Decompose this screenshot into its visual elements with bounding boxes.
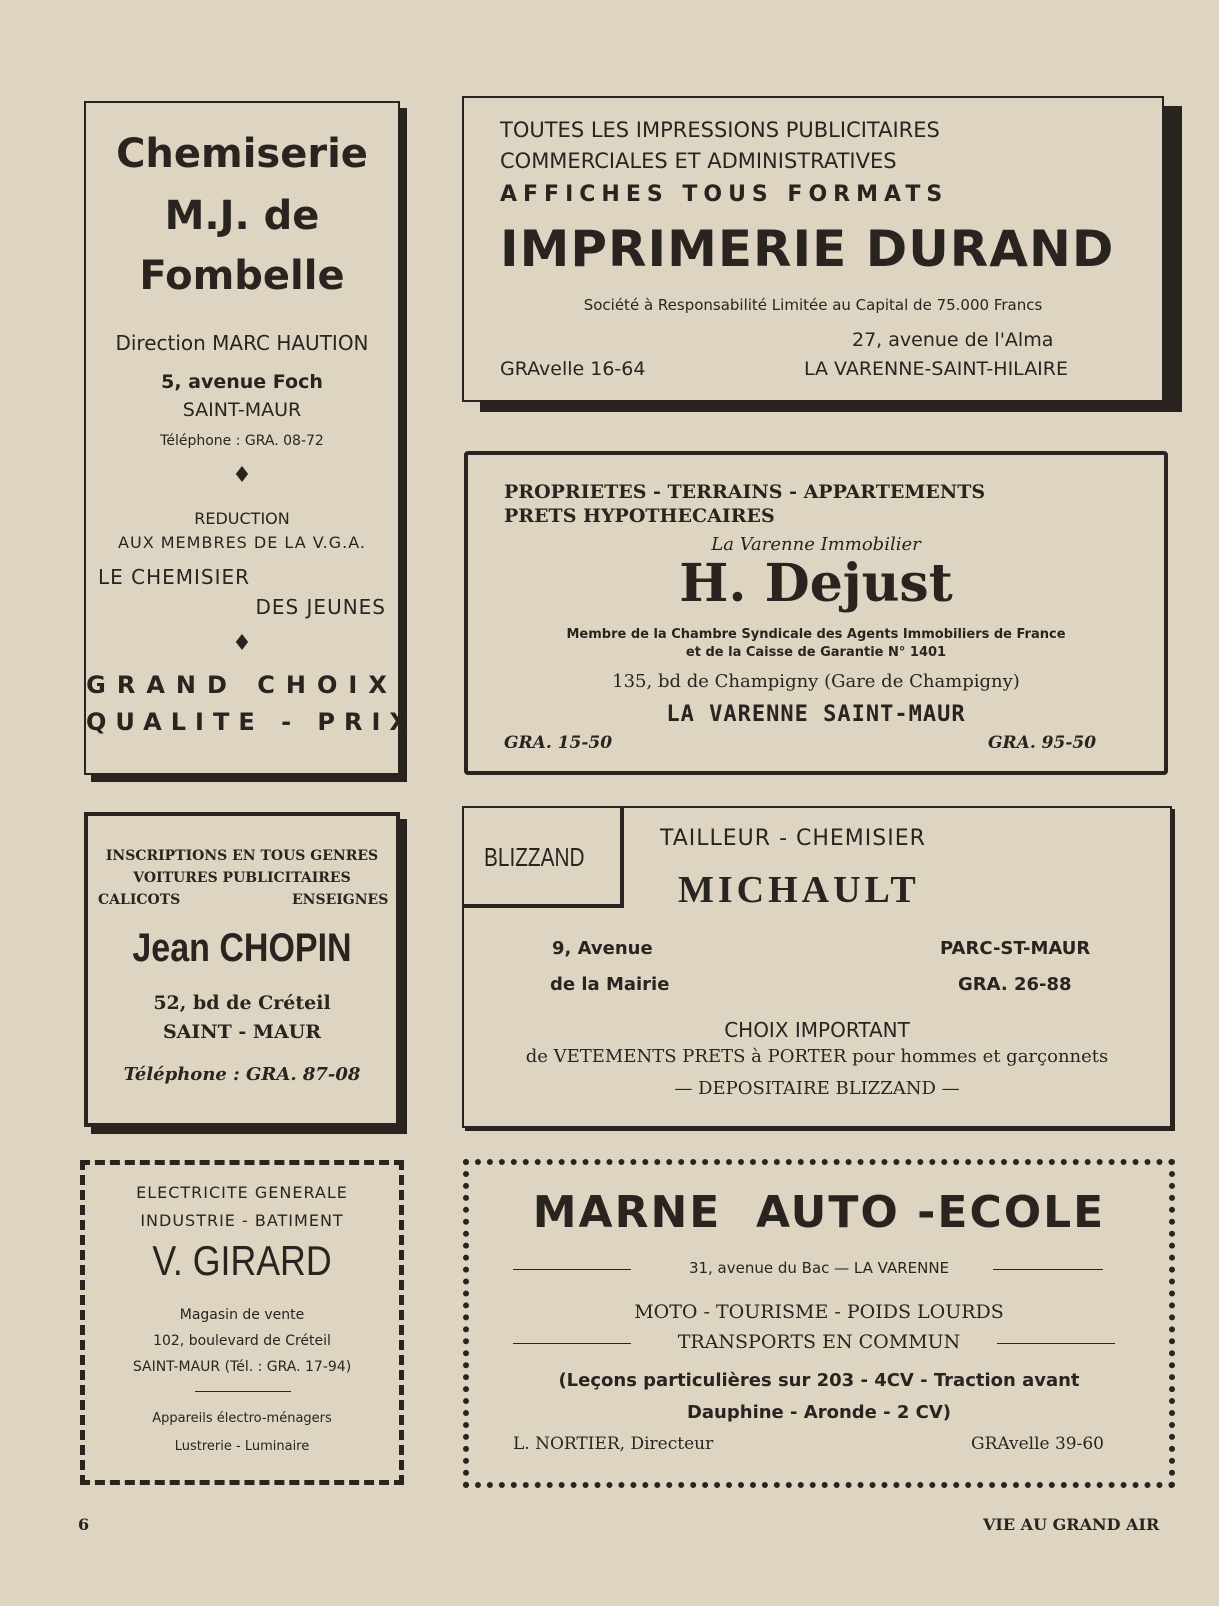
chemiserie-title: Chemiserie <box>116 131 368 177</box>
chemiserie-slogan-1: LE CHEMISIER <box>98 565 251 589</box>
chopin-address-1: 52, bd de Créteil <box>153 992 331 1014</box>
dejust-line-2: PRETS HYPOTHECAIRES <box>504 505 775 527</box>
marne-services-2: TRANSPORTS EN COMMUN <box>677 1331 961 1353</box>
durand-city: LA VARENNE-SAINT-HILAIRE <box>804 358 1068 380</box>
girard-name: V. GIRARD <box>152 1237 332 1284</box>
dejust-agency: La Varenne Immobilier <box>711 534 921 555</box>
girard-goods-1: Appareils électro-ménagers <box>152 1411 332 1426</box>
marne-phone: GRAvelle 39-60 <box>971 1434 1104 1454</box>
dejust-address: 135, bd de Champigny (Gare de Champigny) <box>612 671 1020 692</box>
girard-line-1: ELECTRICITE GENERALE <box>136 1183 348 1202</box>
chopin-phone: Téléphone : GRA. 87-08 <box>123 1064 361 1085</box>
ad-imprimerie-durand <box>462 96 1164 402</box>
marne-services-1: MOTO - TOURISME - POIDS LOURDS <box>634 1301 1004 1323</box>
chopin-address-2: SAINT - MAUR <box>162 1021 322 1043</box>
michault-trade: TAILLEUR - CHEMISIER <box>660 826 926 851</box>
marne-name: MARNE AUTO -ECOLE <box>532 1187 1106 1238</box>
chemiserie-address-2: SAINT-MAUR <box>182 399 302 421</box>
chemiserie-reduction-2: AUX MEMBRES DE LA V.G.A. <box>118 533 366 552</box>
marne-lessons-2: Dauphine - Aronde - 2 CV) <box>686 1402 952 1423</box>
dejust-name: H. Dejust <box>679 553 953 614</box>
page-number: 6 <box>78 1515 90 1534</box>
girard-line-2: INDUSTRIE - BATIMENT <box>140 1211 344 1230</box>
michault-street-1: 9, Avenue <box>552 938 653 959</box>
michault-city: PARC-ST-MAUR <box>940 938 1091 959</box>
michault-vetements: de VETEMENTS PRETS à PORTER pour hommes et garçonnets <box>525 1046 1109 1067</box>
durand-line-1: TOUTES LES IMPRESSIONS PUBLICITAIRES <box>500 118 940 142</box>
marne-address: 31, avenue du Bac — LA VARENNE <box>688 1259 950 1277</box>
dejust-city: LA VARENNE SAINT-MAUR <box>666 702 966 727</box>
durand-line-3: AFFICHES TOUS FORMATS <box>500 182 949 207</box>
marne-lessons-1: (Leçons particulières sur 203 - 4CV - Traction avant <box>558 1370 1080 1391</box>
ad-michault <box>462 806 1172 1128</box>
dejust-member-1: Membre de la Chambre Syndicale des Agents Immobiliers de France <box>566 627 1066 642</box>
ad-h-dejust <box>464 451 1168 775</box>
ad-v-girard <box>80 1160 404 1485</box>
durand-street: 27, avenue de l'Alma <box>852 329 1054 351</box>
chopin-name: Jean CHOPIN <box>132 926 352 970</box>
diamond-icon: ♦ <box>232 463 252 488</box>
michault-name: MICHAULT <box>678 869 920 911</box>
girard-goods-2: Lustrerie - Luminaire <box>174 1439 310 1454</box>
durand-phone: GRAvelle 16-64 <box>500 358 646 380</box>
michault-street-2: de la Mairie <box>550 974 670 995</box>
magazine-title: VIE AU GRAND AIR <box>983 1515 1160 1534</box>
marne-rule-right <box>993 1269 1103 1270</box>
ad-marne-auto-ecole <box>463 1159 1175 1488</box>
diamond-icon-2: ♦ <box>232 631 252 656</box>
chemiserie-slogan-2: DES JEUNES <box>255 595 386 619</box>
chopin-line-3b: ENSEIGNES <box>292 892 389 908</box>
marne-director: L. NORTIER, Directeur <box>513 1434 714 1454</box>
chemiserie-address-1: 5, avenue Foch <box>161 371 323 393</box>
girard-divider <box>195 1391 291 1392</box>
ad-jean-chopin <box>84 812 400 1127</box>
girard-shop: Magasin de vente <box>179 1307 305 1323</box>
durand-company: Société à Responsabilité Limitée au Capital de 75.000 Francs <box>583 296 1043 314</box>
dejust-member-2: et de la Caisse de Garantie N° 1401 <box>685 645 947 660</box>
chopin-line-1: INSCRIPTIONS EN TOUS GENRES <box>105 848 379 864</box>
ad-chemiserie <box>84 101 417 775</box>
michault-brand: BLIZZAND <box>484 842 585 872</box>
chopin-line-2: VOITURES PUBLICITAIRES <box>133 870 351 886</box>
dejust-phone-2: GRA. 95-50 <box>988 733 1097 753</box>
girard-city: SAINT-MAUR (Tél. : GRA. 17-94) <box>132 1359 352 1375</box>
michault-depositaire: — DEPOSITAIRE BLIZZAND — <box>674 1078 960 1099</box>
michault-phone: GRA. 26-88 <box>958 974 1072 995</box>
chopin-line-3a: CALICOTS <box>98 892 181 908</box>
chemiserie-reduction-1: REDUCTION <box>194 509 290 528</box>
michault-choix: CHOIX IMPORTANT <box>724 1018 910 1042</box>
chemiserie-title-3: Fombelle <box>139 253 345 299</box>
durand-name: IMPRIMERIE DURAND <box>500 220 1115 278</box>
chemiserie-title-2: M.J. de <box>164 193 320 239</box>
marne-rule-right-2 <box>997 1343 1115 1344</box>
dejust-phone-1: GRA. 15-50 <box>504 733 613 753</box>
girard-address: 102, boulevard de Créteil <box>153 1333 331 1349</box>
chemiserie-choix-2: QUALITE - PRIX <box>86 708 417 736</box>
durand-line-2: COMMERCIALES ET ADMINISTRATIVES <box>500 149 897 173</box>
chemiserie-phone: Téléphone : GRA. 08-72 <box>160 433 324 449</box>
chemiserie-choix-1: GRAND CHOIX <box>86 671 398 699</box>
dejust-line-1: PROPRIETES - TERRAINS - APPARTEMENTS <box>504 481 986 503</box>
chemiserie-direction: Direction MARC HAUTION <box>115 331 369 355</box>
